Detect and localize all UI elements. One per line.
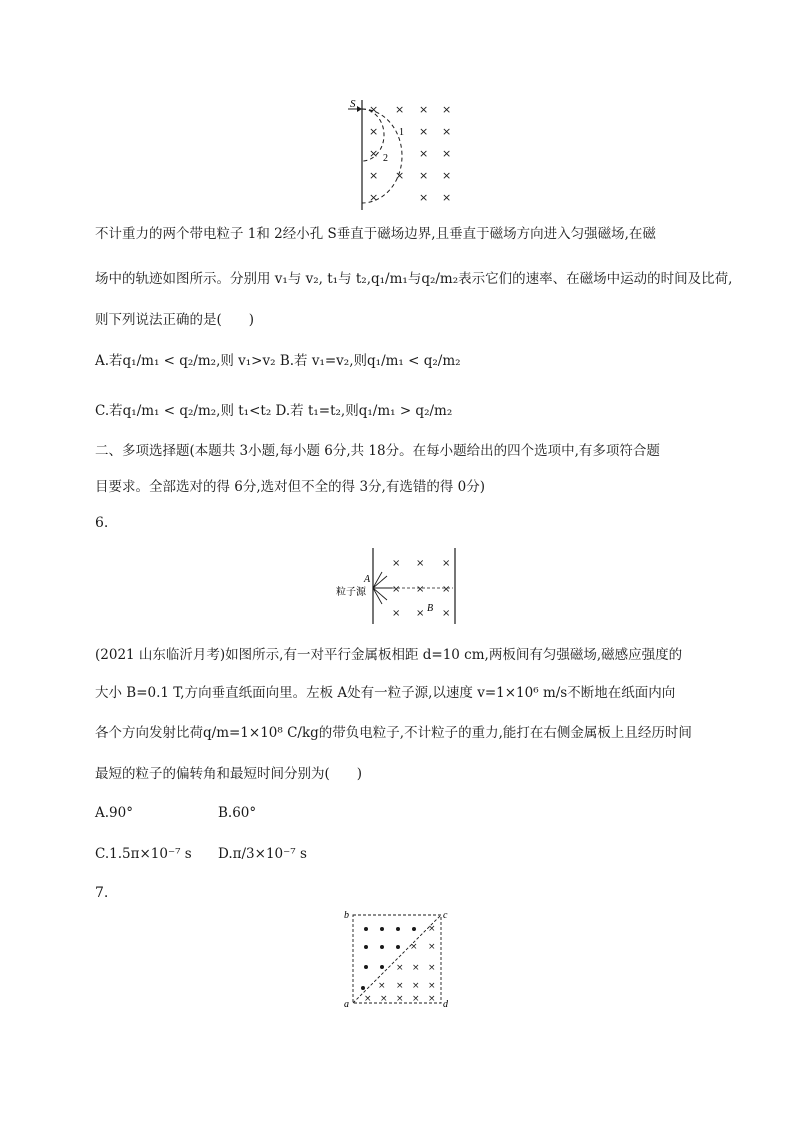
svg-text:×: × [442,103,452,116]
svg-text:×: × [410,942,418,952]
label-2: 2 [383,153,388,164]
q5-stem-line1: 不计重力的两个带电粒子 1和 2经小孔 S垂直于磁场边界,且垂直于磁场方向进入匀强磁场,在磁 [95,226,656,242]
svg-text:×: × [442,125,452,138]
q5-options-ab: A.若q₁/m₁ < q₂/m₂,则 v₁>v₂ B.若 v₁=v₂,则q₁/m₁ < q₂/m₂ [95,353,461,369]
svg-text:×: × [442,584,451,595]
label-s: S [350,98,356,110]
svg-text:×: × [369,103,379,116]
q6-number: 6. [95,515,109,531]
q5-options-cd: C.若q₁/m₁ < q₂/m₂,则 t₁<t₂ D.若 t₁=t₂,则q₁/m₁ > q₂/m₂ [95,403,453,419]
svg-text:×: × [369,191,379,204]
fig3-label-d: d [443,999,448,1008]
svg-text:×: × [369,169,379,182]
q6-option-a: A.90° [95,805,133,821]
svg-text:×: × [416,558,425,569]
figure-2-parallel-plates [336,548,466,626]
q7-number: 7. [95,885,109,901]
fig2-label-a: A [364,574,371,585]
svg-text:×: × [416,584,425,595]
svg-text:×: × [419,147,429,160]
svg-text:×: × [419,103,429,116]
svg-text:×: × [442,608,451,619]
fig3-label-c: c [443,910,448,921]
svg-text:×: × [428,942,436,952]
svg-text:×: × [416,608,425,619]
fig2-label-b: B [427,603,434,614]
svg-text:×: × [419,169,429,182]
svg-text:×: × [442,558,451,569]
svg-text:×: × [419,125,429,138]
fig3-label-a: a [344,999,349,1008]
svg-text:×: × [428,981,436,991]
svg-text:×: × [412,981,420,991]
q6-option-b: B.60° [218,805,257,821]
svg-text:×: × [419,191,429,204]
svg-text:×: × [442,147,452,160]
svg-text:×: × [380,994,388,1004]
svg-text:×: × [412,963,420,973]
svg-text:×: × [364,994,372,1004]
svg-text:×: × [428,994,436,1004]
q5-stem-line2: 场中的轨迹如图所示。分别用 v₁与 v₂, t₁与 t₂,q₁/m₁与q₂/m₂表示它们的速率、在磁场中运动的时间及比荷, [95,271,733,287]
svg-text:×: × [378,981,386,991]
svg-text:×: × [396,994,404,1004]
q6-stem-line3: 各个方向发射比荷q/m=1×10⁸ C/kg的带负电粒子,不计粒子的重力,能打在右侧金属板上且经历时间 [95,725,692,741]
section2-line1: 二、多项选择题(本题共 3小题,每小题 6分,共 18分。在每小题给出的四个选项中,有多项符合题 [95,443,660,459]
svg-text:×: × [396,981,404,991]
section2-line2: 目要求。全部选对的得 6分,选对但不全的得 3分,有选错的得 0分) [95,479,485,495]
svg-text:×: × [369,147,379,160]
fig3-label-b: b [344,910,349,921]
svg-text:×: × [395,169,405,182]
svg-text:×: × [392,608,401,619]
figure-3-square-field [340,908,460,1008]
q6-option-c: C.1.5π×10⁻⁷ s [95,846,192,862]
svg-text:×: × [428,963,436,973]
q5-stem-line3: 则下列说法正确的是( ) [95,312,255,328]
svg-text:×: × [442,191,452,204]
svg-text:×: × [442,169,452,182]
fig2-label-source: 粒子源 [336,587,366,598]
svg-text:×: × [396,963,404,973]
q6-stem-line1: (2021 山东临沂月考)如图所示,有一对平行金属板相距 d=10 cm,两板间有匀强磁场,磁感应强度的 [95,647,683,663]
q6-stem-line2: 大小 B=0.1 T,方向垂直纸面向里。左板 A处有一粒子源,以速度 v=1×10⁶ m/s不断地在纸面内向 [95,685,676,701]
svg-text:×: × [392,584,401,595]
svg-text:×: × [412,994,420,1004]
figure-1-magnetic-field [340,95,460,215]
label-1: 1 [399,127,404,138]
svg-text:×: × [392,558,401,569]
q6-stem-line4: 最短的粒子的偏转角和最短时间分别为( ) [95,766,363,782]
svg-text:×: × [428,924,436,934]
q6-option-d: D.π/3×10⁻⁷ s [218,846,307,862]
svg-text:×: × [369,125,379,138]
svg-text:×: × [395,103,405,116]
